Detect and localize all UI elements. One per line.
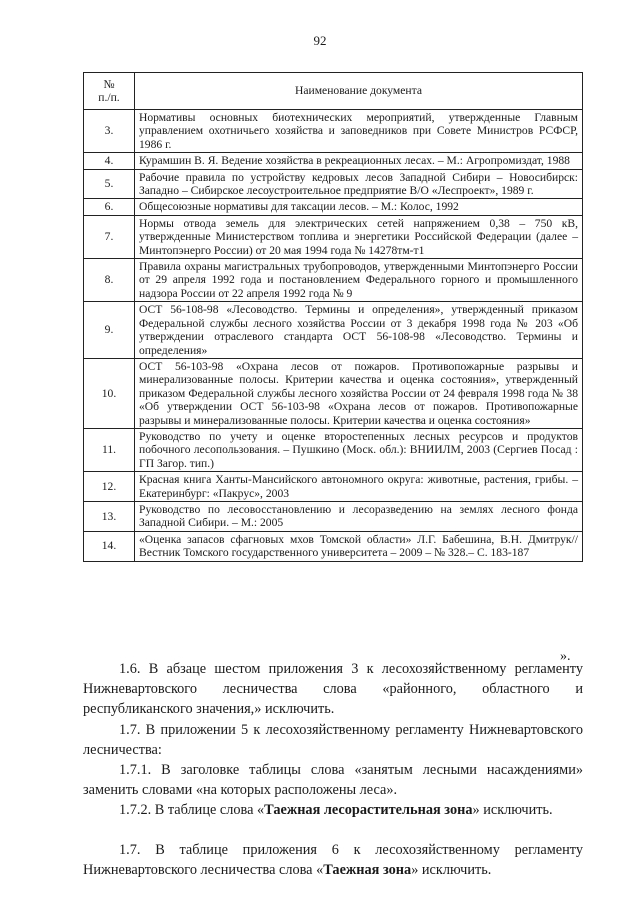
documents-table <box>83 72 583 562</box>
row-document-title: ОСТ 56-108-98 «Лесоводство. Термины и определения», утвержденный приказом Федеральной службы лесного хозяйства России от 3 декабря 1998 года № 203 «Об утверждении отраслевого стандарта ОСТ 56-108-98 «Лесоводство. Термины и определения» <box>135 302 583 359</box>
table-row <box>84 531 583 561</box>
row-document-title: Руководство по лесовосстановлению и лесоразведению на землях лесного фонда Западной Сибири. – М.: 2005 <box>135 501 583 531</box>
paragraph-annex-6-bold: Таежная зона <box>323 862 412 879</box>
row-document-title: Правила охраны магистральных трубопроводов, утвержденными Минтопэнерго России от 29 апреля 1992 года и постановлением Федерального горного и промышленного надзора России от 22 апреля 1992 года № 9 <box>135 259 583 302</box>
paragraph-1-7-2-end: » исключить. <box>472 802 553 818</box>
row-document-title: Нормативы основных биотехнических мероприятий, утвержденные Главным управлением охотничьего хозяйства и заповедников при Совете Министров РСФСР, 1986 г. <box>135 110 583 153</box>
row-document-title: Нормы отвода земель для электрических сетей напряжением 0,38 – 750 кВ, утвержденные Министерством топлива и энергетики Российской Федерации (далее – Минтопэнерго России) от 20 мая 1994 года № 14278тм-т1 <box>135 215 583 258</box>
row-number: 10. <box>84 358 135 428</box>
row-document-title: ОСТ 56-103-98 «Охрана лесов от пожаров. Противопожарные разрывы и минерализованные полосы. Критерии качества и оценка состояния», утвержденный приказом Федеральной службы лесного хозяйства России от 24 февраля 1998 года № 38 «Об утверждении ОСТ 56-103-98 «Охрана лесов от пожаров. Противопожарные разрывы и минерализованные полосы. Критерии качества и оценка состояния» <box>135 358 583 428</box>
table-row <box>84 169 583 199</box>
row-document-title: Руководство по учету и оценке второстепенных лесных ресурсов и продуктов побочного лесопользования. – Пушкино (Моск. обл.): ВНИИЛМ, 2003 (Сергиев Посад : ГП Загор. тип.) <box>135 428 583 471</box>
row-number: 9. <box>84 302 135 359</box>
table-row <box>84 153 583 169</box>
page-number: 92 <box>313 33 327 48</box>
table-row <box>84 110 583 153</box>
paragraph-1-6: 1.6. В абзаце шестом приложения 3 к лесохозяйственному регламенту Нижневартовского лесничества слова «районного, областного и республиканского значения,» исключить. <box>83 661 583 718</box>
row-number: 11. <box>84 428 135 471</box>
table-row <box>84 259 583 302</box>
table-row <box>84 215 583 258</box>
paragraph-1-7-annex-6 <box>83 840 583 880</box>
row-document-title: Общесоюзные нормативы для таксации лесов. – М.: Колос, 1992 <box>135 199 583 215</box>
paragraph-1-7: 1.7. В приложении 5 к лесохозяйственному регламенту Нижневартовского лесничества: <box>83 722 583 759</box>
paragraph-1-7-2-text: 1.7.2. В таблице слова « <box>119 802 265 818</box>
row-number: 3. <box>84 110 135 153</box>
table-row <box>84 501 583 531</box>
row-number: 5. <box>84 169 135 199</box>
table-row <box>84 358 583 428</box>
table-header-row <box>84 73 583 110</box>
row-number: 14. <box>84 531 135 561</box>
paragraph-annex-6-end: » исключить. <box>411 862 492 879</box>
table-row <box>84 302 583 359</box>
paragraph-1-7-1: 1.7.1. В заголовке таблицы слова «занятым лесными насаждениями» заменить словами «на которых расположены леса». <box>83 762 583 799</box>
paragraph-annex-6-text: 1.7. В таблице приложения 6 к лесохозяйственному регламенту Нижневартовского лесничества слова « <box>83 842 583 879</box>
table-row <box>84 472 583 502</box>
row-number: 7. <box>84 215 135 258</box>
row-number: 12. <box>84 472 135 502</box>
row-number: 8. <box>84 259 135 302</box>
row-number: 13. <box>84 501 135 531</box>
closing-quote: ». <box>560 649 571 664</box>
row-document-title: Курамшин В. Я. Ведение хозяйства в рекреационных лесах. – М.: Агропромиздат, 1988 <box>135 153 583 169</box>
paragraph-1-7-2 <box>83 800 583 820</box>
header-document-title: Наименование документа <box>135 73 583 110</box>
header-number: № п./п. <box>84 73 135 110</box>
paragraph-1-7-2-bold: Таежная лесорастительная зона <box>264 802 473 818</box>
row-document-title: Красная книга Ханты-Мансийского автономного округа: животные, растения, грибы. – Екатеринбург: «Пакрус», 2003 <box>135 472 583 502</box>
row-number: 6. <box>84 199 135 215</box>
row-number: 4. <box>84 153 135 169</box>
row-document-title: Рабочие правила по устройству кедровых лесов Западной Сибири – Новосибирск: Западно – Сибирское лесоустроительное предприятие В/О «Леспроект», 1989 г. <box>135 169 583 199</box>
table-row <box>84 199 583 215</box>
row-document-title: «Оценка запасов сфагновых мхов Томской области» Л.Г. Бабешина, В.Н. Дмитрук// Вестник Томского государственного университета – 2009 – № 328.– С. 183-187 <box>135 531 583 561</box>
table-row <box>84 428 583 471</box>
